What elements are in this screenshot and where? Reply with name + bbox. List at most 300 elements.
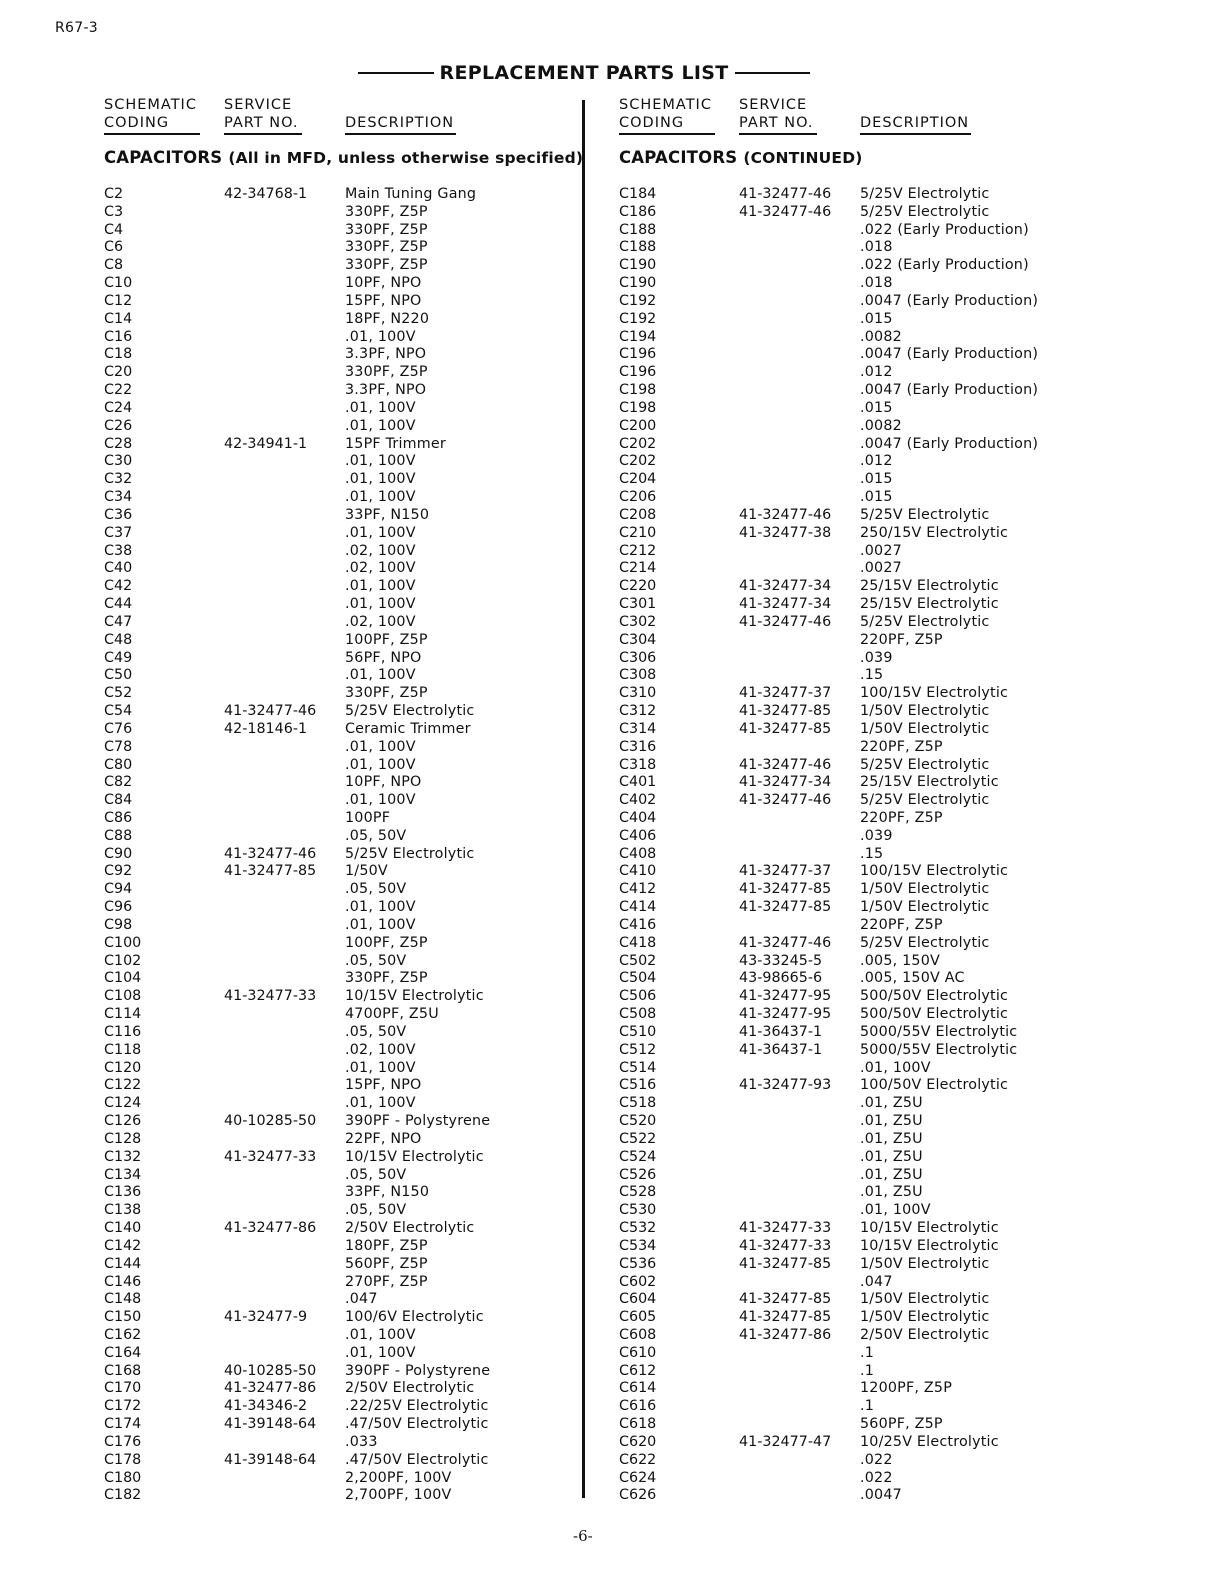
column-divider <box>582 100 585 1498</box>
schematic-code: C174 <box>104 1416 142 1433</box>
table-row <box>619 1184 1079 1202</box>
schematic-code: C98 <box>104 916 133 933</box>
schematic-code: C512 <box>619 1041 657 1058</box>
service-part-number: 42-34768-1 <box>224 186 308 202</box>
table-row <box>104 1131 564 1149</box>
table-row <box>619 560 1079 578</box>
header-schematic-coding <box>104 96 200 135</box>
schematic-code: C120 <box>104 1059 142 1076</box>
part-description: .47/50V Electrolytic <box>345 1451 489 1468</box>
part-description: .0047 <box>860 1487 902 1504</box>
part-description: .01, Z5U <box>860 1166 923 1183</box>
schematic-code: C34 <box>104 489 133 506</box>
table-row <box>104 953 564 971</box>
part-description: 1/50V Electrolytic <box>860 1255 990 1272</box>
table-row <box>104 1487 564 1505</box>
schematic-code: C122 <box>104 1077 142 1094</box>
schematic-code: C416 <box>619 916 657 933</box>
service-part-number: 40-10285-50 <box>224 1362 317 1379</box>
part-description: 10/15V Electrolytic <box>345 1148 484 1165</box>
table-row <box>619 667 1079 685</box>
table-row <box>104 489 564 507</box>
part-description: .0047 (Early Production) <box>860 382 1039 399</box>
service-part-number: 41-32477-33 <box>224 1148 317 1165</box>
table-row <box>619 614 1079 632</box>
schematic-code: C520 <box>619 1113 657 1130</box>
service-part-number: 41-32477-85 <box>739 1255 832 1272</box>
part-description: 330PF, Z5P <box>345 685 428 702</box>
service-part-number: 41-32477-85 <box>739 703 832 720</box>
service-part-number: 42-18146-1 <box>224 720 308 737</box>
part-description: 5/25V Electrolytic <box>860 506 990 523</box>
table-row <box>619 418 1079 436</box>
part-description: .012 <box>860 364 893 381</box>
part-description: .01, 100V <box>345 792 416 809</box>
table-row <box>619 863 1079 881</box>
service-part-number: 41-32477-37 <box>739 685 832 702</box>
schematic-code: C202 <box>619 435 657 452</box>
part-description: 220PF, Z5P <box>860 738 943 755</box>
table-row <box>104 1202 564 1220</box>
table-row <box>619 1238 1079 1256</box>
part-description: .01, 100V <box>345 1059 416 1076</box>
service-part-number: 40-10285-50 <box>224 1113 317 1130</box>
table-row <box>104 988 564 1006</box>
table-row <box>619 275 1079 293</box>
service-part-number: 41-32477-85 <box>739 1309 832 1326</box>
part-description: .015 <box>860 471 893 488</box>
table-row <box>619 970 1079 988</box>
schematic-code: C76 <box>104 720 133 737</box>
table-row <box>104 739 564 757</box>
part-description: .01, 100V <box>345 399 416 416</box>
schematic-code: C84 <box>104 792 133 809</box>
part-description: 15PF, NPO <box>345 292 422 309</box>
table-row <box>619 329 1079 347</box>
service-part-number: 43-33245-5 <box>739 952 823 969</box>
service-part-number: 41-39148-64 <box>224 1451 317 1468</box>
page-title-block <box>358 60 810 86</box>
schematic-code: C412 <box>619 881 657 898</box>
schematic-code: C2 <box>104 186 124 202</box>
table-row <box>104 293 564 311</box>
schematic-code: C136 <box>104 1184 142 1201</box>
table-row <box>104 1363 564 1381</box>
service-part-number: 41-39148-64 <box>224 1416 317 1433</box>
schematic-code: C48 <box>104 631 133 648</box>
table-row <box>619 1149 1079 1167</box>
schematic-code: C212 <box>619 542 657 559</box>
schematic-code: C36 <box>104 506 133 523</box>
part-description: 560PF, Z5P <box>860 1416 943 1433</box>
page-reference: R67-3 <box>55 20 99 36</box>
service-part-number: 41-32477-85 <box>739 720 832 737</box>
header-label: CODING <box>619 114 715 135</box>
part-description: .039 <box>860 649 893 666</box>
table-row <box>104 757 564 775</box>
part-description: .02, 100V <box>345 560 416 577</box>
part-description: 390PF - Polystyrene <box>345 1113 491 1130</box>
table-row <box>619 774 1079 792</box>
part-description: .01, Z5U <box>860 1148 923 1165</box>
part-description: 10/15V Electrolytic <box>860 1220 999 1237</box>
table-row <box>619 1398 1079 1416</box>
table-row <box>619 346 1079 364</box>
table-row <box>619 1452 1079 1470</box>
table-row <box>619 596 1079 614</box>
service-part-number: 41-32477-33 <box>224 988 317 1005</box>
schematic-code: C3 <box>104 203 124 220</box>
table-row <box>619 810 1079 828</box>
part-description: .01, 100V <box>345 1344 416 1361</box>
part-description: 5000/55V Electrolytic <box>860 1041 1018 1058</box>
table-row <box>104 1380 564 1398</box>
part-description: .039 <box>860 827 893 844</box>
part-description: .02, 100V <box>345 613 416 630</box>
schematic-code: C510 <box>619 1023 657 1040</box>
schematic-code: C616 <box>619 1398 657 1415</box>
part-description: 220PF, Z5P <box>860 631 943 648</box>
table-row <box>104 1077 564 1095</box>
table-row <box>104 685 564 703</box>
schematic-code: C196 <box>619 364 657 381</box>
section-title: CAPACITORS <box>619 148 738 167</box>
part-description: 100PF, Z5P <box>345 631 428 648</box>
table-row <box>104 1042 564 1060</box>
schematic-code: C220 <box>619 578 657 595</box>
table-row <box>104 828 564 846</box>
table-row <box>619 239 1079 257</box>
table-row <box>619 364 1079 382</box>
service-part-number: 41-32477-34 <box>739 596 832 613</box>
section-note: (CONTINUED) <box>743 149 863 167</box>
part-description: 2,200PF, 100V <box>345 1469 452 1486</box>
table-row <box>619 757 1079 775</box>
part-description: 100/6V Electrolytic <box>345 1309 484 1326</box>
part-description: .01, Z5U <box>860 1184 923 1201</box>
part-description: 33PF, N150 <box>345 506 430 523</box>
header-label: CODING <box>104 114 200 135</box>
part-description: 330PF, Z5P <box>345 970 428 987</box>
table-row <box>104 204 564 222</box>
part-description: .01, 100V <box>860 1202 931 1219</box>
schematic-code: C30 <box>104 453 133 470</box>
table-row <box>619 721 1079 739</box>
service-part-number: 41-32477-46 <box>224 703 317 720</box>
table-row <box>104 578 564 596</box>
table-row <box>619 507 1079 525</box>
table-row <box>619 1345 1079 1363</box>
schematic-code: C20 <box>104 364 133 381</box>
part-description: .01, 100V <box>345 899 416 916</box>
section-title: CAPACITORS <box>104 148 223 167</box>
table-row <box>104 239 564 257</box>
table-row <box>619 1042 1079 1060</box>
part-description: .01, 100V <box>345 578 416 595</box>
part-description: 15PF, NPO <box>345 1077 422 1094</box>
schematic-code: C92 <box>104 863 133 880</box>
header-label: PART NO. <box>224 114 302 135</box>
table-row <box>104 1256 564 1274</box>
schematic-code: C418 <box>619 934 657 951</box>
table-row <box>104 560 564 578</box>
schematic-code: C6 <box>104 239 124 256</box>
part-description: .05, 50V <box>345 1023 407 1040</box>
section-note: (All in MFD, unless otherwise specified) <box>228 149 584 167</box>
schematic-code: C40 <box>104 560 133 577</box>
schematic-code: C626 <box>619 1487 657 1504</box>
schematic-code: C314 <box>619 720 657 737</box>
part-description: 100PF, Z5P <box>345 934 428 951</box>
table-row <box>104 1398 564 1416</box>
part-description: .05, 50V <box>345 1166 407 1183</box>
schematic-code: C96 <box>104 899 133 916</box>
part-description: .01, 100V <box>345 1095 416 1112</box>
table-row <box>104 418 564 436</box>
part-description: Main Tuning Gang <box>345 186 477 202</box>
service-part-number: 41-32477-95 <box>739 988 832 1005</box>
part-description: 5/25V Electrolytic <box>860 756 990 773</box>
schematic-code: C108 <box>104 988 142 1005</box>
table-row <box>104 346 564 364</box>
schematic-code: C404 <box>619 809 657 826</box>
part-description: .012 <box>860 453 893 470</box>
schematic-code: C86 <box>104 809 133 826</box>
part-description: 250/15V Electrolytic <box>860 524 1009 541</box>
service-part-number: 41-32477-85 <box>224 863 317 880</box>
table-row <box>104 1238 564 1256</box>
part-description: 500/50V Electrolytic <box>860 1006 1009 1023</box>
part-description: .0082 <box>860 328 902 345</box>
table-row <box>104 1167 564 1185</box>
part-description: 1200PF, Z5P <box>860 1380 953 1397</box>
schematic-code: C172 <box>104 1398 142 1415</box>
section-heading <box>619 148 863 167</box>
table-row <box>104 846 564 864</box>
part-description: .022 <box>860 1451 893 1468</box>
schematic-code: C605 <box>619 1309 657 1326</box>
table-row <box>104 257 564 275</box>
table-row <box>619 1327 1079 1345</box>
schematic-code: C620 <box>619 1433 657 1450</box>
part-description: 180PF, Z5P <box>345 1237 428 1254</box>
schematic-code: C524 <box>619 1148 657 1165</box>
header-label: SERVICE <box>739 97 808 113</box>
schematic-code: C308 <box>619 667 657 684</box>
part-description: 1/50V Electrolytic <box>860 720 990 737</box>
schematic-code: C162 <box>104 1327 142 1343</box>
schematic-code: C168 <box>104 1362 142 1379</box>
table-row <box>619 703 1079 721</box>
table-row <box>104 1309 564 1327</box>
schematic-code: C190 <box>619 257 657 274</box>
part-description: .0047 (Early Production) <box>860 346 1039 363</box>
table-row <box>619 1291 1079 1309</box>
schematic-code: C22 <box>104 382 133 399</box>
schematic-code: C506 <box>619 988 657 1005</box>
header-description <box>860 96 971 135</box>
service-part-number: 41-32477-85 <box>739 899 832 916</box>
part-description: 100/50V Electrolytic <box>860 1077 1009 1094</box>
part-description: 500/50V Electrolytic <box>860 988 1009 1005</box>
service-part-number: 41-32477-46 <box>224 845 317 862</box>
schematic-code: C18 <box>104 346 133 363</box>
part-description: 330PF, Z5P <box>345 364 428 381</box>
table-row <box>104 1345 564 1363</box>
part-description: .01, 100V <box>345 489 416 506</box>
part-description: 2/50V Electrolytic <box>345 1220 475 1237</box>
table-row <box>619 436 1079 454</box>
part-description: Ceramic Trimmer <box>345 720 471 737</box>
header-description <box>345 96 456 135</box>
schematic-code: C12 <box>104 292 133 309</box>
part-description: 220PF, Z5P <box>860 809 943 826</box>
table-row <box>104 525 564 543</box>
table-row <box>619 1024 1079 1042</box>
part-description: 1/50V Electrolytic <box>860 703 990 720</box>
schematic-code: C502 <box>619 952 657 969</box>
schematic-code: C410 <box>619 863 657 880</box>
service-part-number: 41-32477-47 <box>739 1433 832 1450</box>
schematic-code: C414 <box>619 899 657 916</box>
part-description: 330PF, Z5P <box>345 203 428 220</box>
schematic-code: C198 <box>619 382 657 399</box>
schematic-code: C14 <box>104 310 133 327</box>
part-description: .01, Z5U <box>860 1113 923 1130</box>
part-description: .022 <box>860 1469 893 1486</box>
table-row <box>104 436 564 454</box>
table-row <box>619 204 1079 222</box>
table-row <box>104 364 564 382</box>
table-row <box>619 1077 1079 1095</box>
title-rule-left <box>358 72 434 74</box>
schematic-code: C164 <box>104 1344 142 1361</box>
part-description: 3.3PF, NPO <box>345 346 427 363</box>
page-number: -6- <box>573 1527 593 1545</box>
part-description: 5/25V Electrolytic <box>860 934 990 951</box>
table-row <box>619 525 1079 543</box>
service-part-number: 41-32477-95 <box>739 1006 832 1023</box>
schematic-code: C312 <box>619 703 657 720</box>
part-description: 1/50V Electrolytic <box>860 899 990 916</box>
part-description: .15 <box>860 667 884 684</box>
part-description: 25/15V Electrolytic <box>860 596 999 613</box>
schematic-code: C124 <box>104 1095 142 1112</box>
header-spacer <box>860 96 971 114</box>
service-part-number: 41-32477-86 <box>739 1327 832 1343</box>
table-row <box>619 471 1079 489</box>
part-description: 10/25V Electrolytic <box>860 1433 999 1450</box>
part-description: .1 <box>860 1398 875 1415</box>
schematic-code: C182 <box>104 1487 142 1504</box>
part-description: 33PF, N150 <box>345 1184 430 1201</box>
schematic-code: C138 <box>104 1202 142 1219</box>
schematic-code: C134 <box>104 1166 142 1183</box>
schematic-code: C200 <box>619 417 657 434</box>
table-row <box>619 1006 1079 1024</box>
service-part-number: 41-32477-86 <box>224 1220 317 1237</box>
part-description: 5/25V Electrolytic <box>860 792 990 809</box>
table-row <box>104 453 564 471</box>
schematic-code: C532 <box>619 1220 657 1237</box>
schematic-code: C614 <box>619 1380 657 1397</box>
service-part-number: 41-32477-46 <box>739 792 832 809</box>
schematic-code: C28 <box>104 435 133 452</box>
table-row <box>104 1060 564 1078</box>
table-row <box>619 293 1079 311</box>
part-description: .015 <box>860 489 893 506</box>
table-row <box>619 739 1079 757</box>
part-description: .01, 100V <box>345 524 416 541</box>
table-row <box>619 1274 1079 1292</box>
part-description: .1 <box>860 1344 875 1361</box>
schematic-code: C526 <box>619 1166 657 1183</box>
schematic-code: C518 <box>619 1095 657 1112</box>
service-part-number: 41-34346-2 <box>224 1398 308 1415</box>
schematic-code: C188 <box>619 221 657 238</box>
part-description: 390PF - Polystyrene <box>345 1362 491 1379</box>
table-row <box>619 881 1079 899</box>
schematic-code: C318 <box>619 756 657 773</box>
part-description: .05, 50V <box>345 827 407 844</box>
schematic-code: C118 <box>104 1041 142 1058</box>
schematic-code: C206 <box>619 489 657 506</box>
table-row <box>104 1113 564 1131</box>
schematic-code: C180 <box>104 1469 142 1486</box>
service-part-number: 41-32477-33 <box>739 1220 832 1237</box>
table-row <box>104 471 564 489</box>
part-description: 100/15V Electrolytic <box>860 685 1009 702</box>
table-row <box>104 1095 564 1113</box>
service-part-number: 41-32477-46 <box>739 934 832 951</box>
schematic-code: C516 <box>619 1077 657 1094</box>
table-row <box>104 774 564 792</box>
schematic-code: C24 <box>104 399 133 416</box>
schematic-code: C184 <box>619 186 657 202</box>
schematic-code: C192 <box>619 292 657 309</box>
schematic-code: C624 <box>619 1469 657 1486</box>
header-label: PART NO. <box>739 114 817 135</box>
schematic-code: C10 <box>104 275 133 292</box>
part-description: .0047 (Early Production) <box>860 292 1039 309</box>
table-row <box>104 1452 564 1470</box>
table-row <box>619 828 1079 846</box>
header-spacer <box>345 96 456 114</box>
table-row <box>619 988 1079 1006</box>
table-row <box>619 650 1079 668</box>
table-row <box>104 667 564 685</box>
table-row <box>104 1434 564 1452</box>
schematic-code: C104 <box>104 970 142 987</box>
schematic-code: C80 <box>104 756 133 773</box>
part-description: .01, 100V <box>345 417 416 434</box>
part-description: .01, 100V <box>345 453 416 470</box>
table-row <box>104 881 564 899</box>
part-description: .01, Z5U <box>860 1095 923 1112</box>
part-description: 3.3PF, NPO <box>345 382 427 399</box>
table-row <box>619 453 1079 471</box>
part-description: 100PF <box>345 809 391 826</box>
schematic-code: C190 <box>619 275 657 292</box>
schematic-code: C176 <box>104 1433 142 1450</box>
schematic-code: C204 <box>619 471 657 488</box>
service-part-number: 41-36437-1 <box>739 1041 823 1058</box>
part-description: 4700PF, Z5U <box>345 1006 439 1023</box>
schematic-code: C16 <box>104 328 133 345</box>
service-part-number: 41-36437-1 <box>739 1023 823 1040</box>
schematic-code: C618 <box>619 1416 657 1433</box>
table-row <box>619 311 1079 329</box>
